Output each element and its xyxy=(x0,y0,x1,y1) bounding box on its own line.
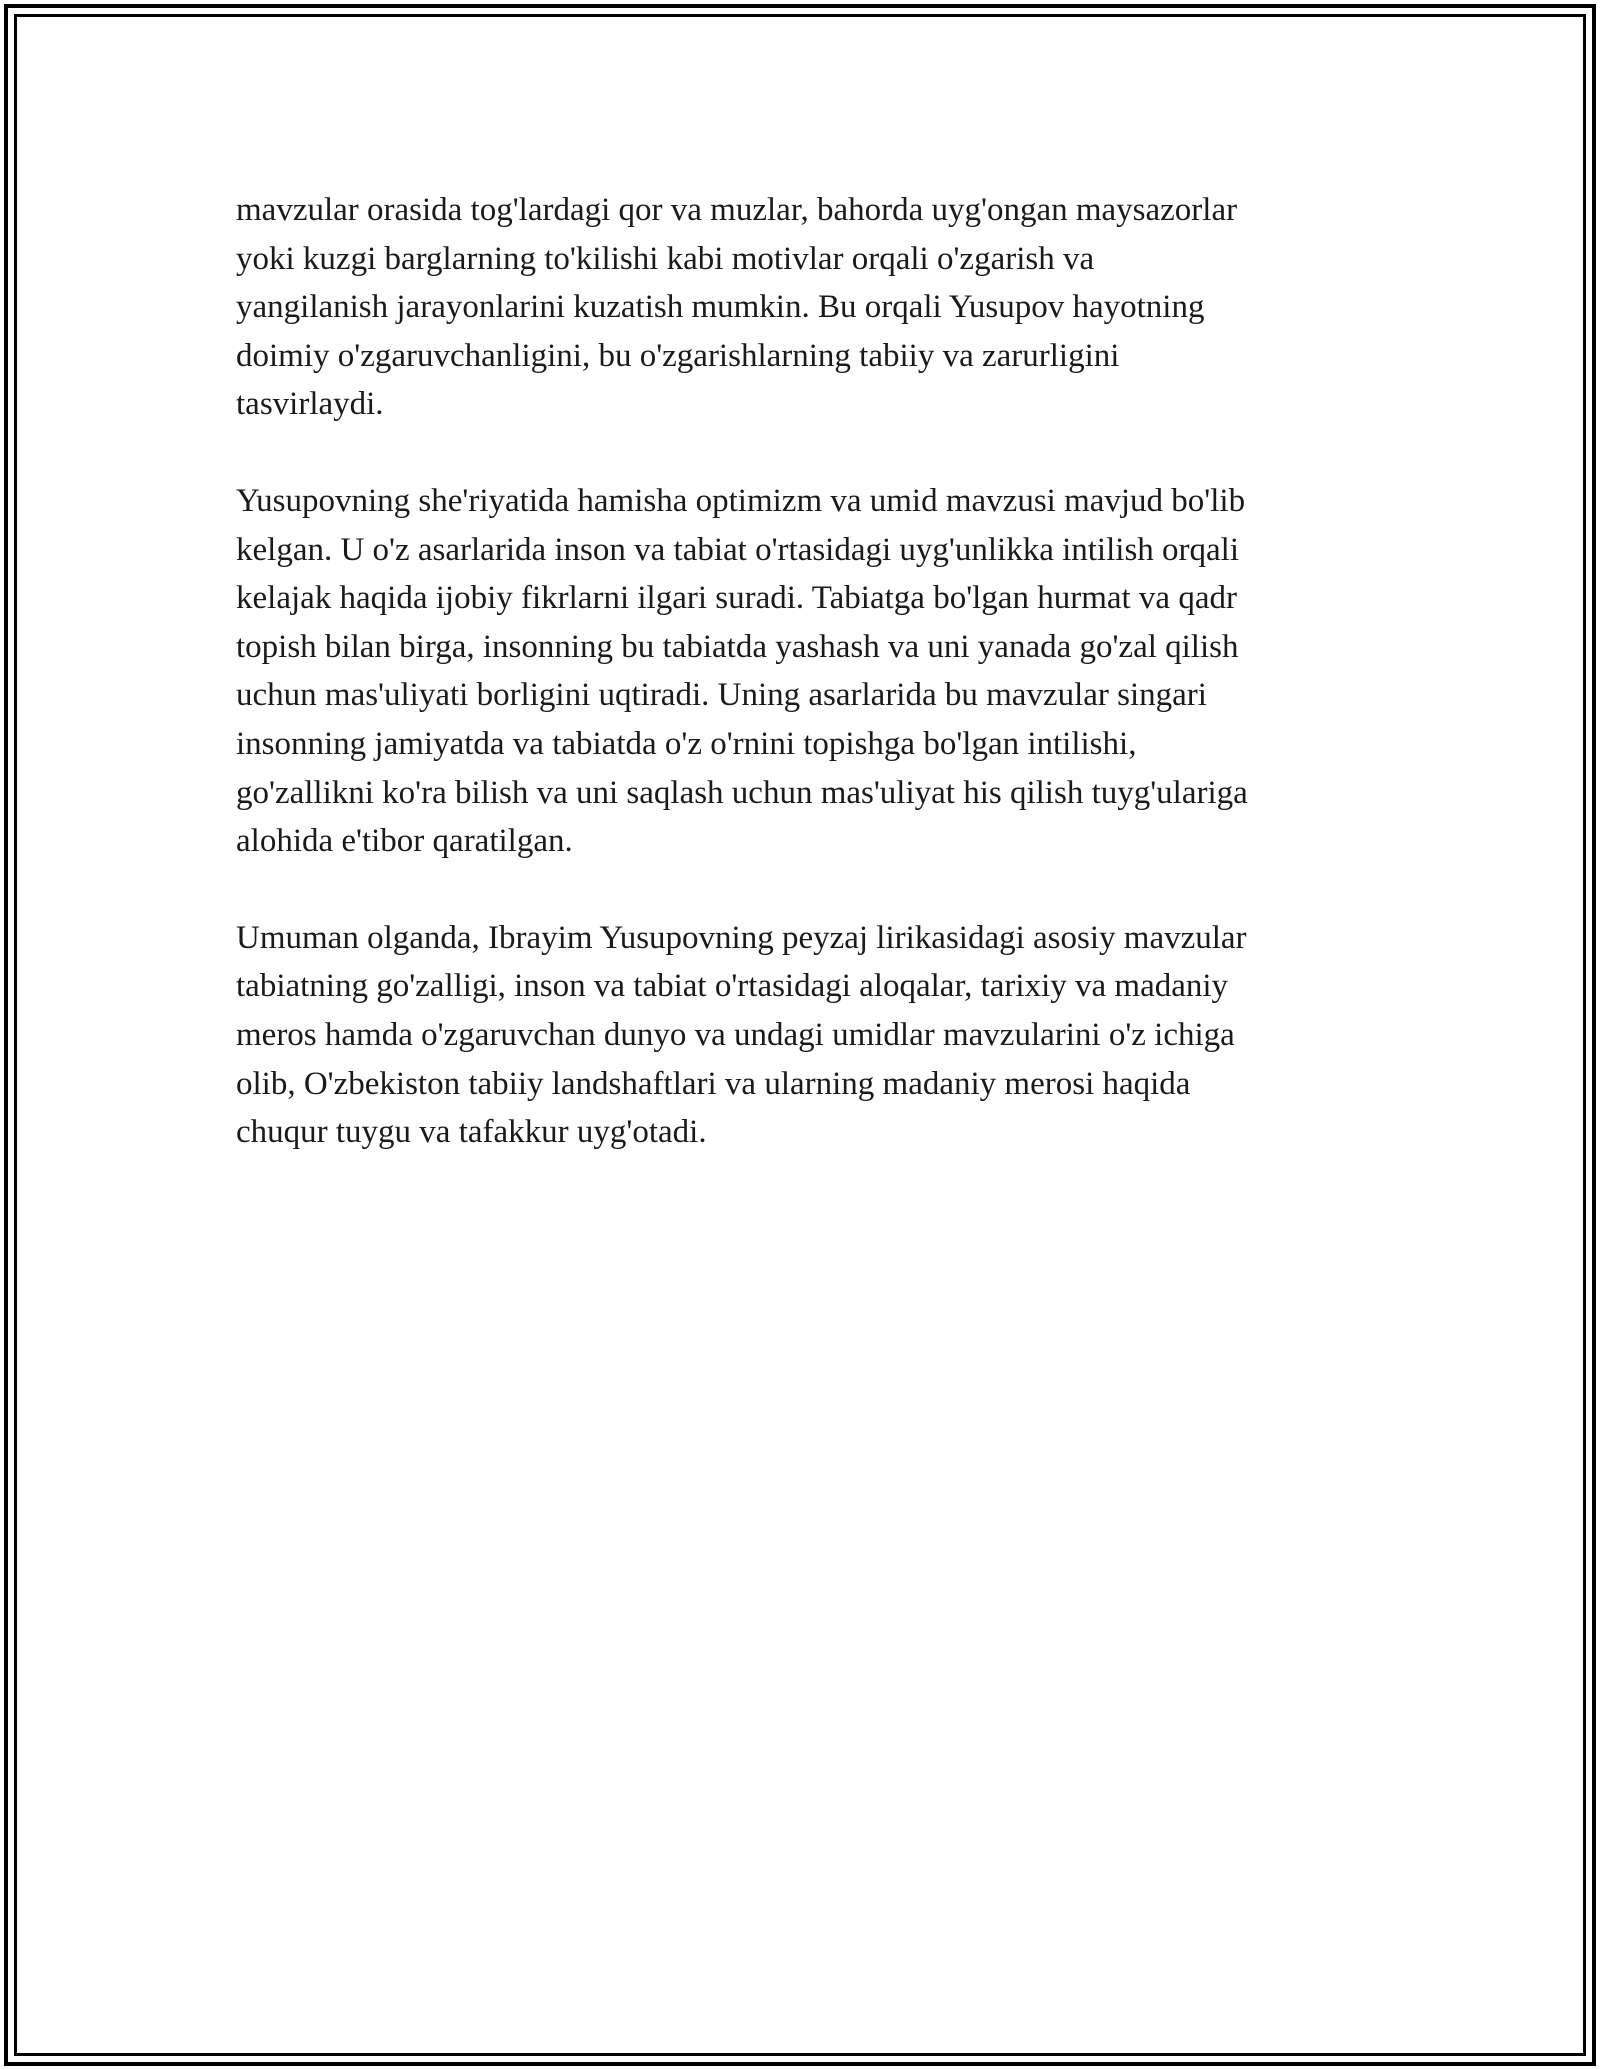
text-line: insonning jamiyatda va tabiatda o'z o'rnini topishga bo'lgan intilishi, xyxy=(236,725,1137,762)
text-line: mavzular orasida tog'lardagi qor va muzlar, bahorda uyg'ongan maysazorlar xyxy=(236,192,1238,228)
text-line: Umuman olganda, Ibrayim Yusupovning peyzaj lirikasidagi asosiy mavzular xyxy=(236,919,1247,956)
paragraph-1 xyxy=(236,186,1376,429)
text-line: uchun mas'uliyati borligini uqtiradi. Uning asarlarida bu mavzular singari xyxy=(236,677,1207,714)
text-line: olib, O'zbekiston tabiiy landshaftlari va ularning madaniy merosi haqida xyxy=(236,1065,1191,1102)
text-line: go'zallikni ko'ra bilish va uni saqlash uchun mas'uliyat his qilish tuyg'ulariga xyxy=(236,774,1248,811)
text-line: tabiatning go'zalligi, inson va tabiat o'rtasidagi aloqalar, tarixiy va madaniy xyxy=(236,968,1229,1005)
text-line: meros hamda o'zgaruvchan dunyo va undagi umidlar mavzularini o'z ichiga xyxy=(236,1016,1235,1053)
text-line: topish bilan birga, insonning bu tabiatda yashash va uni yanada go'zal qilish xyxy=(236,628,1239,665)
text-line: kelajak haqida ijobiy fikrlarni ilgari suradi. Tabiatga bo'lgan hurmat va qadr xyxy=(236,580,1237,617)
text-line: yoki kuzgi barglarning to'kilishi kabi motivlar orqali o'zgarish va xyxy=(236,240,1095,277)
paragraph-2 xyxy=(236,477,1376,866)
text-line: kelgan. U o'z asarlarida inson va tabiat o'rtasidagi uyg'unlikka intilish orqali xyxy=(236,531,1240,568)
text-line: doimiy o'zgaruvchanligini, bu o'zgarishlarning tabiiy va zarurligini xyxy=(236,337,1120,374)
text-line: yangilanish jarayonlarini kuzatish mumkin. Bu orqali Yusupov hayotning xyxy=(236,289,1205,326)
text-line: chuqur tuygu va tafakkur uyg'otadi. xyxy=(236,1114,707,1151)
text-line: tasvirlaydi. xyxy=(236,386,384,423)
text-line: alohida e'tibor qaratilgan. xyxy=(236,823,573,860)
paragraph-3 xyxy=(236,914,1376,1157)
text-line: Yusupovning she'riyatida hamisha optimizm va umid mavzusi mavjud bo'lib xyxy=(236,482,1246,519)
document-body xyxy=(236,186,1376,1205)
